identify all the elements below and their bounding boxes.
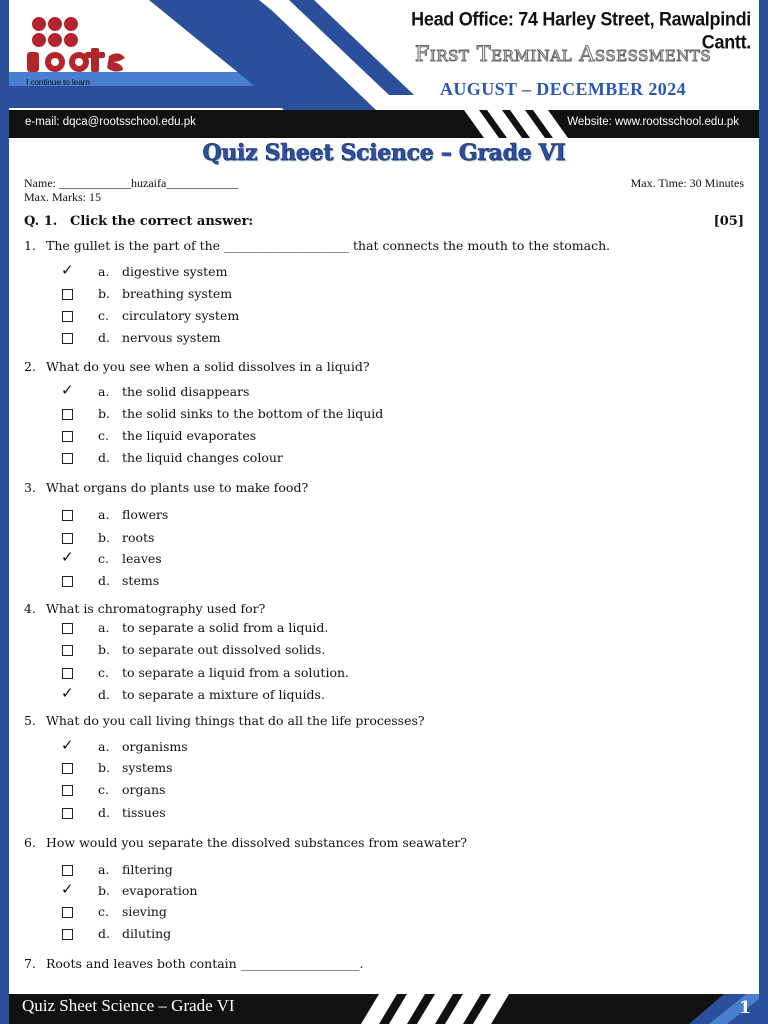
- option-text: flowers: [122, 507, 169, 522]
- question-number: 5.: [24, 713, 36, 728]
- max-marks: Max. Marks: 15: [24, 190, 101, 204]
- logo-tagline: I continue to learn: [26, 77, 90, 87]
- checkbox-empty-icon[interactable]: [62, 808, 73, 819]
- footer-title: Quiz Sheet Science – Grade VI: [22, 996, 235, 1015]
- option-letter: b.: [98, 642, 110, 657]
- question-number: 1.: [24, 238, 36, 253]
- option-text: nervous system: [122, 330, 221, 345]
- option-letter: c.: [98, 428, 109, 443]
- option-letter: d.: [98, 687, 110, 702]
- checkmark-icon[interactable]: ✓: [61, 880, 74, 898]
- checkmark-icon[interactable]: ✓: [61, 381, 74, 399]
- student-name: Name: ____________huzaifa____________: [24, 176, 239, 190]
- checkbox-empty-icon[interactable]: [62, 533, 73, 544]
- page-footer: [9, 994, 759, 1024]
- option-letter: a.: [98, 862, 110, 877]
- assessment-period: AUGUST – DECEMBER 2024: [440, 79, 686, 99]
- option-letter: b.: [98, 760, 110, 775]
- checkmark-icon[interactable]: ✓: [61, 736, 74, 754]
- question-number: 6.: [24, 835, 36, 850]
- checkbox-empty-icon[interactable]: [62, 865, 73, 876]
- checkbox-empty-icon[interactable]: [62, 409, 73, 420]
- option-letter: b.: [98, 406, 110, 421]
- option-text: roots: [122, 530, 155, 545]
- option-text: breathing system: [122, 286, 233, 301]
- option-text: organisms: [122, 739, 188, 754]
- option-letter: a.: [98, 620, 110, 635]
- checkbox-empty-icon[interactable]: [62, 763, 73, 774]
- checkmark-icon[interactable]: ✓: [61, 684, 74, 702]
- checkbox-empty-icon[interactable]: [62, 668, 73, 679]
- checkbox-empty-icon[interactable]: [62, 431, 73, 442]
- option-text: to separate a mixture of liquids.: [122, 687, 325, 702]
- checkbox-empty-icon[interactable]: [62, 510, 73, 521]
- option-letter: d.: [98, 330, 110, 345]
- question-text: What do you call living things that do all the life processes?: [46, 713, 425, 728]
- contact-website[interactable]: Website: www.rootsschool.edu.pk: [567, 116, 739, 128]
- option-text: circulatory system: [122, 308, 240, 323]
- section-instruction: Click the correct answer:: [70, 214, 254, 229]
- option-letter: b.: [98, 883, 110, 898]
- question-number: 3.: [24, 480, 36, 495]
- option-text: diluting: [122, 926, 172, 941]
- checkmark-icon[interactable]: ✓: [61, 548, 74, 566]
- checkbox-empty-icon[interactable]: [62, 907, 73, 918]
- checkbox-empty-icon[interactable]: [62, 311, 73, 322]
- sheet-title: Quiz Sheet Science – Grade VI: [202, 140, 566, 166]
- contact-email[interactable]: e-mail: dqca@rootsschool.edu.pk: [25, 116, 196, 128]
- question-number: 7.: [24, 956, 36, 971]
- checkbox-empty-icon[interactable]: [62, 576, 73, 587]
- option-text: the solid disappears: [122, 384, 250, 399]
- checkbox-empty-icon[interactable]: [62, 289, 73, 300]
- section-marks: [05]: [713, 214, 744, 229]
- option-text: systems: [122, 760, 173, 775]
- option-text: evaporation: [122, 883, 198, 898]
- option-text: tissues: [122, 805, 166, 820]
- checkbox-empty-icon[interactable]: [62, 645, 73, 656]
- question-text: What do you see when a solid dissolves in a liquid?: [46, 359, 370, 374]
- option-text: digestive system: [122, 264, 228, 279]
- question-text: The gullet is the part of the ____________________ that connects the mouth to the stomach.: [46, 238, 611, 253]
- option-letter: d.: [98, 450, 110, 465]
- question-text: What organs do plants use to make food?: [46, 480, 309, 495]
- option-letter: a.: [98, 739, 110, 754]
- question-text: How would you separate the dissolved substances from seawater?: [46, 835, 467, 850]
- checkbox-empty-icon[interactable]: [62, 785, 73, 796]
- checkbox-empty-icon[interactable]: [62, 623, 73, 634]
- option-letter: d.: [98, 926, 110, 941]
- option-text: to separate a solid from a liquid.: [122, 620, 329, 635]
- checkbox-empty-icon[interactable]: [62, 929, 73, 940]
- option-letter: a.: [98, 384, 110, 399]
- option-letter: b.: [98, 286, 110, 301]
- option-letter: d.: [98, 805, 110, 820]
- option-text: filtering: [122, 862, 173, 877]
- page-number: 1: [739, 998, 751, 1018]
- option-text: the liquid changes colour: [122, 450, 283, 465]
- question-text: Roots and leaves both contain ___________________.: [46, 956, 364, 971]
- page-header: [9, 0, 759, 138]
- option-letter: c.: [98, 904, 109, 919]
- option-letter: a.: [98, 507, 110, 522]
- checkbox-empty-icon[interactable]: [62, 453, 73, 464]
- head-office-address: Head Office: 74 Harley Street, Rawalpindi Cantt.: [411, 7, 751, 53]
- option-letter: b.: [98, 530, 110, 545]
- option-text: organs: [122, 782, 166, 797]
- option-text: stems: [122, 573, 160, 588]
- option-letter: c.: [98, 665, 109, 680]
- option-text: sieving: [122, 904, 167, 919]
- question-number: 2.: [24, 359, 36, 374]
- option-letter: c.: [98, 551, 109, 566]
- option-text: to separate out dissolved solids.: [122, 642, 326, 657]
- option-letter: c.: [98, 782, 109, 797]
- option-text: the liquid evaporates: [122, 428, 257, 443]
- option-letter: d.: [98, 573, 110, 588]
- section-label: Q. 1.: [24, 214, 58, 229]
- option-text: the solid sinks to the bottom of the liquid: [122, 406, 384, 421]
- option-text: leaves: [122, 551, 162, 566]
- checkmark-icon[interactable]: ✓: [61, 261, 74, 279]
- question-number: 4.: [24, 601, 36, 616]
- assessment-title: First Terminal Assessments: [414, 42, 712, 66]
- option-letter: c.: [98, 308, 109, 323]
- checkbox-empty-icon[interactable]: [62, 333, 73, 344]
- option-text: to separate a liquid from a solution.: [122, 665, 349, 680]
- max-time: Max. Time: 30 Minutes: [630, 176, 744, 190]
- question-text: What is chromatography used for?: [46, 601, 266, 616]
- option-letter: a.: [98, 264, 110, 279]
